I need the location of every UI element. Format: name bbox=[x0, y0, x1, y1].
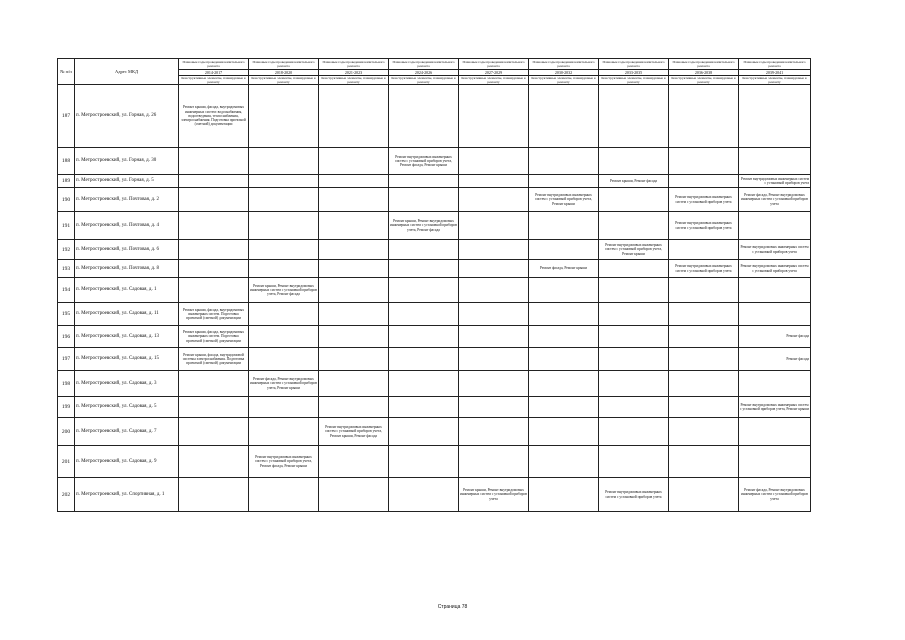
repair-schedule-table bbox=[57, 58, 811, 512]
repair-work-cell bbox=[319, 188, 389, 212]
row-number: 193 bbox=[58, 260, 75, 278]
repair-work-cell bbox=[389, 175, 459, 188]
repair-work-cell bbox=[739, 418, 811, 446]
header-group-title: Плановые годы проведения капитального ремонта bbox=[319, 59, 389, 70]
repair-work-cell bbox=[179, 240, 249, 260]
repair-work-cell bbox=[319, 303, 389, 326]
repair-work-cell bbox=[389, 85, 459, 148]
table-row bbox=[58, 240, 811, 260]
repair-work-cell bbox=[179, 278, 249, 303]
repair-work-cell bbox=[179, 397, 249, 418]
header-group-title: Плановые годы проведения капитального ремонта bbox=[529, 59, 599, 70]
header-subtitle: Конструктивные элементы, планируемые к ремонту bbox=[669, 76, 739, 85]
repair-work-cell bbox=[179, 446, 249, 478]
repair-work-cell bbox=[669, 148, 739, 175]
repair-work-cell bbox=[459, 188, 529, 212]
repair-work-cell bbox=[669, 418, 739, 446]
repair-work-cell bbox=[669, 371, 739, 397]
repair-work-cell: Ремонт внутридомовых инженерных систем с установкой приборов учета, Ремонт крыши, Ремонт фасада bbox=[319, 418, 389, 446]
table-row bbox=[58, 278, 811, 303]
repair-work-cell bbox=[529, 212, 599, 240]
header-group-title: Плановые годы проведения капитального ремонта bbox=[739, 59, 811, 70]
repair-work-cell: Ремонт крыши, фасада, внутридомовых инженерных систем: водоснабжения, водоотведения, теплоснабжения, электроснабжения. Подготовка проектной (сметной) документации bbox=[179, 85, 249, 148]
repair-work-cell bbox=[529, 446, 599, 478]
repair-work-cell bbox=[389, 418, 459, 446]
repair-work-cell bbox=[389, 397, 459, 418]
repair-work-cell bbox=[599, 303, 669, 326]
repair-work-cell bbox=[529, 175, 599, 188]
repair-work-cell bbox=[319, 148, 389, 175]
repair-work-cell bbox=[529, 148, 599, 175]
repair-work-cell bbox=[459, 418, 529, 446]
repair-work-cell bbox=[599, 260, 669, 278]
header-subtitle: Конструктивные элементы, планируемые к ремонту bbox=[529, 76, 599, 85]
table-row bbox=[58, 418, 811, 446]
repair-work-cell: Ремонт крыши, фасада, внутридомовой системы электроснабжения. Подготовка проектной (сметной) документации bbox=[179, 348, 249, 371]
repair-work-cell bbox=[669, 446, 739, 478]
repair-work-cell: Ремонт крыши, Ремонт внутридомовых инженерных систем с установкой приборов учета bbox=[459, 478, 529, 512]
repair-work-cell bbox=[459, 240, 529, 260]
page-number: Страница 78 bbox=[437, 604, 468, 610]
header-period: 2030-2032 bbox=[529, 70, 599, 76]
header-address: Адрес МКД bbox=[75, 59, 179, 85]
row-address: п. Метростроевский, ул. Садовая, д. 3 bbox=[75, 371, 179, 397]
row-number: 190 bbox=[58, 188, 75, 212]
repair-work-cell bbox=[739, 303, 811, 326]
row-address: п. Метростроевский, ул. Почтовая, д. 2 bbox=[75, 188, 179, 212]
repair-work-cell: Ремонт внутридомовых инженерных систем с установкой приборов учета bbox=[669, 260, 739, 278]
header-group-title: Плановые годы проведения капитального ремонта bbox=[459, 59, 529, 70]
repair-work-cell: Ремонт внутридомовых инженерных систем с установкой приборов учета, Ремонт крыши bbox=[739, 397, 811, 418]
repair-work-cell bbox=[249, 326, 319, 348]
header-period: 2024-2026 bbox=[389, 70, 459, 76]
table-row bbox=[58, 175, 811, 188]
repair-work-cell: Ремонт крыши, Ремонт фасада bbox=[599, 175, 669, 188]
header-period: 2033-2035 bbox=[599, 70, 669, 76]
repair-work-cell bbox=[319, 326, 389, 348]
repair-work-cell bbox=[739, 148, 811, 175]
header-group-title: Плановые годы проведения капитального ремонта bbox=[669, 59, 739, 70]
header-subtitle: Конструктивные элементы, планируемые к ремонту bbox=[179, 76, 249, 85]
repair-work-cell bbox=[389, 260, 459, 278]
repair-work-cell bbox=[179, 212, 249, 240]
repair-work-cell bbox=[459, 175, 529, 188]
row-number: 191 bbox=[58, 212, 75, 240]
repair-work-cell bbox=[529, 397, 599, 418]
repair-work-cell bbox=[599, 212, 669, 240]
header-period: 2027-2029 bbox=[459, 70, 529, 76]
repair-work-cell bbox=[179, 175, 249, 188]
repair-work-cell bbox=[319, 85, 389, 148]
repair-work-cell bbox=[319, 371, 389, 397]
repair-work-cell bbox=[179, 371, 249, 397]
repair-work-cell bbox=[529, 326, 599, 348]
header-subtitle: Конструктивные элементы, планируемые к ремонту bbox=[249, 76, 319, 85]
repair-work-cell bbox=[599, 418, 669, 446]
table-row bbox=[58, 148, 811, 175]
header-period: 2014-2017 bbox=[179, 70, 249, 76]
repair-work-cell bbox=[669, 85, 739, 148]
table-row bbox=[58, 371, 811, 397]
repair-work-cell bbox=[459, 212, 529, 240]
repair-work-cell bbox=[529, 303, 599, 326]
repair-work-cell bbox=[459, 326, 529, 348]
table-row bbox=[58, 478, 811, 512]
row-number: 187 bbox=[58, 85, 75, 148]
repair-work-cell: Ремонт внутридомовых инженерных систем с установкой приборов учета bbox=[739, 260, 811, 278]
repair-work-cell bbox=[319, 260, 389, 278]
row-address: п. Метростроевский, ул. Садовая, д. 15 bbox=[75, 348, 179, 371]
repair-work-cell bbox=[599, 446, 669, 478]
repair-work-cell: Ремонт внутридомовых инженерных систем с установкой приборов учета bbox=[669, 188, 739, 212]
repair-work-cell bbox=[669, 348, 739, 371]
row-number: 199 bbox=[58, 397, 75, 418]
repair-work-cell: Ремонт крыши, Ремонт внутридомовых инженерных систем с установкой приборов учета, Ремонт фасада bbox=[249, 278, 319, 303]
header-period: 2021-2023 bbox=[319, 70, 389, 76]
repair-work-cell bbox=[389, 348, 459, 371]
repair-work-cell bbox=[249, 478, 319, 512]
repair-work-cell bbox=[599, 397, 669, 418]
repair-work-cell bbox=[249, 348, 319, 371]
repair-work-cell bbox=[389, 188, 459, 212]
repair-work-cell bbox=[669, 326, 739, 348]
repair-work-cell bbox=[179, 260, 249, 278]
repair-work-cell bbox=[739, 371, 811, 397]
repair-work-cell bbox=[599, 278, 669, 303]
row-number: 189 bbox=[58, 175, 75, 188]
repair-work-cell bbox=[459, 148, 529, 175]
header-period: 2018-2020 bbox=[249, 70, 319, 76]
repair-work-cell: Ремонт фасада, Ремонт внутридомовых инженерных систем с установкой приборов учета, Ремонт крыши bbox=[249, 371, 319, 397]
repair-work-cell bbox=[529, 240, 599, 260]
header-group-title: Плановые годы проведения капитального ремонта bbox=[599, 59, 669, 70]
row-number: 197 bbox=[58, 348, 75, 371]
repair-work-cell bbox=[249, 397, 319, 418]
repair-work-cell bbox=[249, 212, 319, 240]
repair-work-cell bbox=[319, 278, 389, 303]
repair-work-cell bbox=[249, 85, 319, 148]
row-address: п. Метростроевский, ул. Садовая, д. 5 bbox=[75, 397, 179, 418]
repair-work-cell bbox=[529, 278, 599, 303]
repair-work-cell bbox=[599, 371, 669, 397]
row-address: п. Метростроевский, ул. Спортивная, д. 1 bbox=[75, 478, 179, 512]
header-period: 2036-2038 bbox=[669, 70, 739, 76]
row-number: 188 bbox=[58, 148, 75, 175]
repair-work-cell: Ремонт фасада, Ремонт внутридомовых инженерных систем с установкой приборов учета bbox=[739, 188, 811, 212]
header-group-title: Плановые годы проведения капитального ремонта bbox=[389, 59, 459, 70]
repair-work-cell: Ремонт крыши, Ремонт внутридомовых инженерных систем с установкой приборов учета, Ремонт фасада bbox=[389, 212, 459, 240]
repair-work-cell bbox=[669, 175, 739, 188]
repair-work-cell bbox=[599, 85, 669, 148]
row-address: п. Метростроевский, ул. Горная, д. 5 bbox=[75, 175, 179, 188]
row-number: 200 bbox=[58, 418, 75, 446]
header-group-title: Плановые годы проведения капитального ремонта bbox=[249, 59, 319, 70]
row-address: п. Метростроевский, ул. Почтовая, д. 6 bbox=[75, 240, 179, 260]
repair-work-cell: Ремонт внутридомовых инженерных систем с установкой приборов учета, Ремонт фасада, Ремонт крыши bbox=[249, 446, 319, 478]
repair-work-cell bbox=[249, 260, 319, 278]
table-row bbox=[58, 85, 811, 148]
repair-work-cell bbox=[599, 348, 669, 371]
row-address: п. Метростроевский, ул. Горная, д. 30 bbox=[75, 148, 179, 175]
header-subtitle: Конструктивные элементы, планируемые к ремонту bbox=[459, 76, 529, 85]
repair-work-cell: Ремонт крыши, фасада, внутридомовых инженерных систем. Подготовка проектной (сметной) документации bbox=[179, 326, 249, 348]
table-row bbox=[58, 188, 811, 212]
header-group-title: Плановые годы проведения капитального ремонта bbox=[179, 59, 249, 70]
repair-work-cell: Ремонт внутридомовых инженерных систем с установкой приборов учета bbox=[739, 175, 811, 188]
repair-work-cell bbox=[389, 303, 459, 326]
repair-work-cell bbox=[389, 326, 459, 348]
repair-work-cell: Ремонт внутридомовых инженерных систем с установкой приборов учета bbox=[739, 240, 811, 260]
row-address: п. Метростроевский, ул. Почтовая, д. 4 bbox=[75, 212, 179, 240]
repair-work-cell bbox=[389, 240, 459, 260]
repair-work-cell bbox=[669, 278, 739, 303]
repair-work-cell bbox=[669, 397, 739, 418]
repair-work-cell bbox=[389, 278, 459, 303]
header-subtitle: Конструктивные элементы, планируемые к ремонту bbox=[319, 76, 389, 85]
row-number: 192 bbox=[58, 240, 75, 260]
table-row bbox=[58, 397, 811, 418]
row-address: п. Метростроевский, ул. Почтовая, д. 8 bbox=[75, 260, 179, 278]
repair-work-cell bbox=[249, 240, 319, 260]
repair-work-cell bbox=[459, 260, 529, 278]
repair-work-cell bbox=[529, 348, 599, 371]
repair-work-cell: Ремонт внутридомовых инженерных систем с установкой приборов учета bbox=[669, 212, 739, 240]
repair-work-cell bbox=[599, 326, 669, 348]
table-body bbox=[58, 85, 811, 512]
repair-work-cell: Ремонт фасада, Ремонт крыши bbox=[529, 260, 599, 278]
header-subtitle: Конструктивные элементы, планируемые к ремонту bbox=[739, 76, 811, 85]
repair-work-cell bbox=[459, 397, 529, 418]
table-row bbox=[58, 326, 811, 348]
repair-work-cell bbox=[599, 148, 669, 175]
repair-work-cell: Ремонт внутридомовых инженерных систем с установкой приборов учета, Ремонт фасада, Ремонт крыши bbox=[389, 148, 459, 175]
repair-work-cell: Ремонт фасада, Ремонт внутридомовых инженерных систем с установкой приборов учета bbox=[739, 478, 811, 512]
repair-work-cell: Ремонт внутридомовых инженерных систем с установкой приборов учета, Ремонт крыши bbox=[529, 188, 599, 212]
repair-work-cell bbox=[389, 446, 459, 478]
repair-work-cell bbox=[319, 397, 389, 418]
table-row bbox=[58, 303, 811, 326]
repair-work-cell: Ремонт внутридомовых инженерных систем с установкой приборов учета, Ремонт крыши bbox=[599, 240, 669, 260]
repair-work-cell: Ремонт фасада bbox=[739, 348, 811, 371]
repair-work-cell bbox=[249, 175, 319, 188]
repair-work-cell bbox=[739, 85, 811, 148]
repair-work-cell bbox=[529, 371, 599, 397]
row-address: п. Метростроевский, ул. Садовая, д. 9 bbox=[75, 446, 179, 478]
row-number: 194 bbox=[58, 278, 75, 303]
repair-work-cell bbox=[249, 188, 319, 212]
repair-work-cell bbox=[179, 188, 249, 212]
row-number: 196 bbox=[58, 326, 75, 348]
repair-work-cell bbox=[319, 446, 389, 478]
table-row bbox=[58, 212, 811, 240]
repair-work-cell bbox=[529, 418, 599, 446]
row-number: 201 bbox=[58, 446, 75, 478]
repair-work-cell bbox=[669, 240, 739, 260]
table-row bbox=[58, 260, 811, 278]
row-number: 198 bbox=[58, 371, 75, 397]
row-address: п. Метростроевский, ул. Садовая, д. 11 bbox=[75, 303, 179, 326]
table-row bbox=[58, 348, 811, 371]
repair-work-cell bbox=[459, 303, 529, 326]
repair-work-cell bbox=[249, 148, 319, 175]
table-header bbox=[58, 59, 811, 85]
repair-work-cell bbox=[739, 446, 811, 478]
repair-work-cell bbox=[319, 175, 389, 188]
repair-work-cell bbox=[739, 212, 811, 240]
repair-work-cell bbox=[459, 85, 529, 148]
repair-work-cell bbox=[459, 348, 529, 371]
header-subtitle: Конструктивные элементы, планируемые к ремонту bbox=[389, 76, 459, 85]
repair-work-cell: Ремонт крыши, фасада, внутридомовых инженерных систем. Подготовка проектной (сметной) документации bbox=[179, 303, 249, 326]
repair-work-cell bbox=[669, 303, 739, 326]
repair-work-cell bbox=[599, 188, 669, 212]
repair-work-cell bbox=[249, 418, 319, 446]
header-num: № п/п bbox=[58, 59, 75, 85]
repair-work-cell bbox=[739, 278, 811, 303]
repair-work-cell bbox=[529, 478, 599, 512]
header-period: 2039-2041 bbox=[739, 70, 811, 76]
repair-work-cell bbox=[389, 478, 459, 512]
header-subtitle: Конструктивные элементы, планируемые к ремонту bbox=[599, 76, 669, 85]
repair-work-cell bbox=[249, 303, 319, 326]
row-address: п. Метростроевский, ул. Садовая, д. 7 bbox=[75, 418, 179, 446]
repair-work-cell: Ремонт внутридомовых инженерных систем с установкой приборов учета bbox=[599, 478, 669, 512]
repair-work-cell bbox=[669, 478, 739, 512]
repair-work-cell bbox=[319, 478, 389, 512]
repair-work-cell bbox=[459, 446, 529, 478]
repair-work-cell bbox=[529, 85, 599, 148]
repair-work-cell: Ремонт фасада bbox=[739, 326, 811, 348]
repair-work-cell bbox=[319, 212, 389, 240]
table-row bbox=[58, 446, 811, 478]
repair-work-cell bbox=[319, 240, 389, 260]
row-address: п. Метростроевский, ул. Горная, д. 26 bbox=[75, 85, 179, 148]
repair-work-cell bbox=[179, 418, 249, 446]
repair-work-cell bbox=[179, 148, 249, 175]
row-number: 195 bbox=[58, 303, 75, 326]
repair-work-cell bbox=[459, 278, 529, 303]
repair-work-cell bbox=[389, 371, 459, 397]
repair-work-cell bbox=[459, 371, 529, 397]
row-number: 202 bbox=[58, 478, 75, 512]
repair-work-cell bbox=[319, 348, 389, 371]
row-address: п. Метростроевский, ул. Садовая, д. 13 bbox=[75, 326, 179, 348]
repair-work-cell bbox=[179, 478, 249, 512]
row-address: п. Метростроевский, ул. Садовая, д. 1 bbox=[75, 278, 179, 303]
